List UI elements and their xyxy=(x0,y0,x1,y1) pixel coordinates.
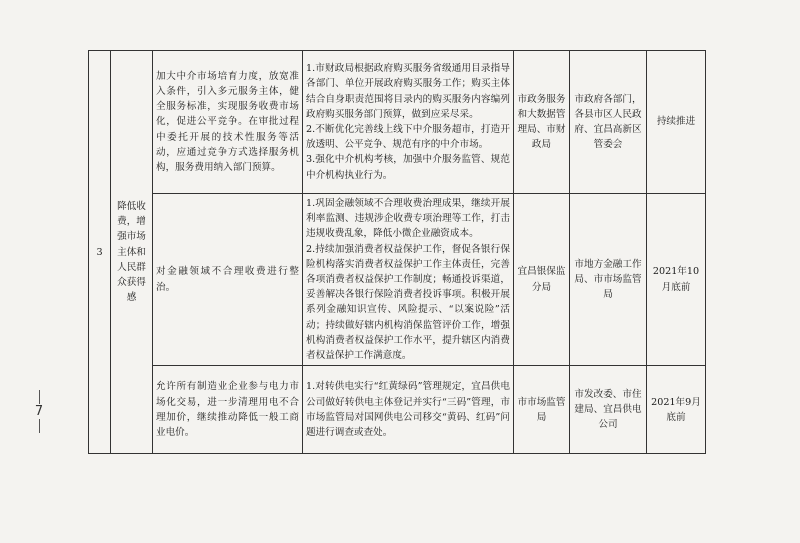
task-cell: 对金融领域不合理收费进行整治。 xyxy=(153,194,303,366)
cooperating-units-cell: 市地方金融工作局、市市场监管局 xyxy=(570,194,647,366)
task-table xyxy=(88,50,706,454)
row-number: 3 xyxy=(89,51,111,454)
cooperating-units-cell: 市发改委、市住建局、宜昌供电公司 xyxy=(570,366,647,454)
measures-cell: 1.对转供电实行“红黄绿码”管理规定，宜昌供电公司做好转供电主体登记并实行“三码”管理，市市场监管局对国网供电公司移交“黄码、红码”问题进行调查或查处。 xyxy=(303,366,514,454)
table-row xyxy=(89,366,706,454)
measures-cell: 1.市财政局根据政府购买服务省级通用目录指导各部门、单位开展政府购买服务工作；购买主体结合自身职责范围将目录内的购买服务内容编列政府购买服务部门预算，做到应采尽采。 2.不断优化完善线上线下中介服务超市，打造开放透明、公平竞争、规范有序的中介市场。 3.强化中介机构考核，加强中介服务监管、规范中介机构执业行为。 xyxy=(303,51,514,194)
task-cell: 允许所有制造业企业参与电力市场化交易，进一步清理用电不合理加价，继续推动降低一般工商业电价。 xyxy=(153,366,303,454)
deadline-cell: 2021年9月底前 xyxy=(647,366,706,454)
page-number: 7 xyxy=(32,390,46,433)
lead-unit-cell: 宜昌银保监分局 xyxy=(514,194,570,366)
lead-unit-cell: 市市场监管局 xyxy=(514,366,570,454)
measures-cell: 1.巩固金融领域不合理收费治理成果，继续开展利率监测、违规涉企收费专项治理等工作，打击违规收费乱象，降低小微企业融资成本。 2.持续加强消费者权益保护工作，督促各银行保险机构落实消费者权益保护工作主体责任，完善各项消费者权益保护工作制度；畅通投诉渠道，妥善解决各银行保险消费者投诉事项。积极开展系列金融知识宣传、风险提示、“以案说险”活动；持续做好辖内机构消保监管评价工作，增强机构消费者权益保护工作水平，提升辖区内消费者权益保护工作满意度。 xyxy=(303,194,514,366)
lead-unit-cell: 市政务服务和大数据管理局、市财政局 xyxy=(514,51,570,194)
cooperating-units-cell: 市政府各部门，各县市区人民政府、宜昌高新区管委会 xyxy=(570,51,647,194)
table-row xyxy=(89,51,706,194)
category-cell: 降低收费，增强市场主体和人民群众获得感 xyxy=(111,51,153,454)
table-row xyxy=(89,194,706,366)
deadline-cell: 持续推进 xyxy=(647,51,706,194)
task-cell: 加大中介市场培育力度，放宽准入条件，引入多元服务主体，健全服务标准，实现服务收费市场化，促进公平竞争。在审批过程中委托开展的技术性服务等活动，应通过竞争方式选择服务机构，服务费用纳入部门预算。 xyxy=(153,51,303,194)
deadline-cell: 2021年10月底前 xyxy=(647,194,706,366)
